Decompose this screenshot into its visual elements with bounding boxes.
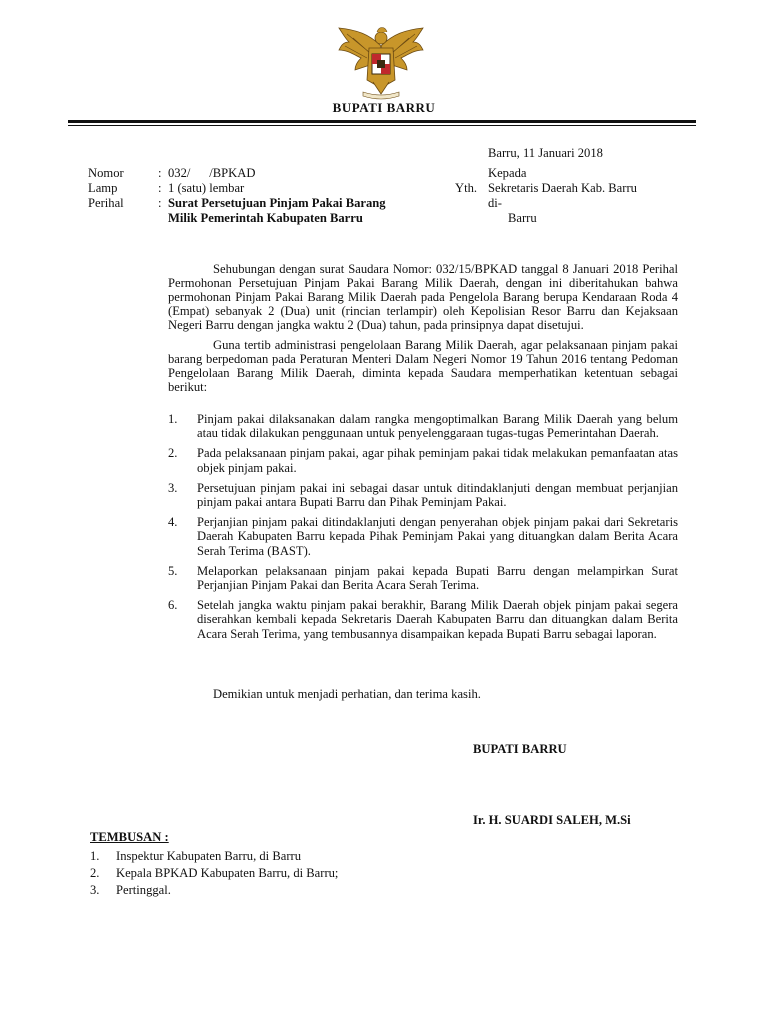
signature-name: Ir. H. SUARDI SALEH, M.Si bbox=[473, 813, 631, 827]
list-item-number: 6. bbox=[168, 598, 178, 613]
list-item-number: 4. bbox=[168, 515, 178, 530]
letter-body bbox=[168, 262, 678, 400]
list-item bbox=[168, 481, 678, 509]
tembusan-number: 1. bbox=[90, 849, 100, 863]
list-item-number: 1. bbox=[168, 412, 178, 426]
list-item-text: Melaporkan pelaksanaan pinjam pakai kepada Bupati Barru dengan melampirkan Surat Perjanjian Pinjam Pakai dan Berita Acara Serah Terima. bbox=[197, 563, 678, 593]
tembusan-list bbox=[90, 848, 338, 899]
meta-label: Perihal bbox=[88, 196, 124, 210]
list-item bbox=[168, 564, 678, 592]
garuda-emblem-icon bbox=[333, 24, 429, 100]
body-paragraph: Guna tertib administrasi pengelolaan Barang Milik Daerah, agar pelaksanaan pinjam pakai barang berpedoman pada Peraturan Menteri Dalam Negeri Nomor 19 Tahun 2016 tentang Pedoman Pengelolaan Barang Milik Daerah, diminta kepada Saudara memperhatikan ketentuan sebagai berikut: bbox=[168, 338, 678, 394]
recipient-name: Sekretaris Daerah Kab. Barru bbox=[488, 181, 637, 195]
list-item bbox=[168, 598, 678, 641]
recipient-spacer bbox=[455, 166, 488, 181]
list-item-text: Pada pelaksanaan pinjam pakai, agar pihak peminjam pakai tidak melakukan pemanfaatan atas objek pinjam pakai. bbox=[197, 446, 678, 475]
closing-sentence: Demikian untuk menjadi perhatian, dan terima kasih. bbox=[213, 687, 481, 701]
recipient-place: Barru bbox=[508, 211, 537, 225]
recipient-spacer bbox=[455, 211, 488, 226]
provisions-list bbox=[168, 412, 678, 647]
tembusan-text: Pertinggal. bbox=[116, 883, 171, 897]
recipient-row bbox=[455, 196, 637, 211]
meta-row-lamp bbox=[88, 181, 418, 196]
letter-meta bbox=[88, 166, 418, 226]
recipient-di: di- bbox=[488, 196, 502, 210]
meta-label: Lamp bbox=[88, 181, 118, 195]
list-item-number: 5. bbox=[168, 563, 178, 578]
meta-colon: : bbox=[158, 196, 162, 210]
list-item bbox=[168, 446, 678, 474]
letterhead-title: BUPATI BARRU bbox=[332, 100, 436, 115]
recipient-spacer bbox=[455, 196, 488, 211]
meta-colon: : bbox=[158, 181, 162, 195]
meta-colon: : bbox=[158, 166, 162, 180]
body-paragraph: Sehubungan dengan surat Saudara Nomor: 032/15/BPKAD tanggal 8 Januari 2018 Perihal Permohonan Persetujuan Pinjam Pakai Barang Milik Daerah, dengan ini diberitahukan bahwa permohonan Pinjam Pakai Barang Milik Daerah pada Pengelola Barang berupa Kendaraan Roda 4 (Empat) sebanyak 2 (Dua) unit (rincian terlampir) oleh Kepolisian Resor Barru dan Kejaksaan Negeri Barru dengan jangka waktu 2 (Dua) tahun, pada prinsipnya dapat disetujui. bbox=[168, 262, 678, 332]
tembusan-text: Inspektur Kabupaten Barru, di Barru bbox=[116, 849, 302, 863]
tembusan-item bbox=[90, 882, 338, 899]
meta-row-nomor bbox=[88, 166, 418, 181]
tembusan-item bbox=[90, 865, 338, 882]
letterhead-rule-thick bbox=[68, 120, 696, 123]
list-item-text: Persetujuan pinjam pakai ini sebagai dasar untuk ditindaklanjuti dengan membuat perjanjian pinjam pakai antara Bupati Barru dan Pihak Peminjam Pakai. bbox=[197, 480, 678, 510]
recipient-row bbox=[455, 166, 637, 181]
recipient-block bbox=[455, 166, 637, 226]
meta-value: 032/ /BPKAD bbox=[168, 166, 256, 180]
tembusan-heading: TEMBUSAN : bbox=[90, 830, 169, 844]
signature-title: BUPATI BARRU bbox=[473, 742, 567, 756]
tembusan-text: Kepala BPKAD Kabupaten Barru, di Barru; bbox=[116, 866, 339, 880]
list-item bbox=[168, 412, 678, 440]
recipient-row bbox=[455, 211, 637, 226]
meta-row-perihal bbox=[88, 196, 418, 226]
list-item-number: 2. bbox=[168, 446, 178, 461]
meta-value-subject: Surat Persetujuan Pinjam Pakai Barang Milik Pemerintah Kabupaten Barru bbox=[168, 196, 386, 225]
tembusan-number: 2. bbox=[90, 866, 100, 880]
recipient-kepada: Kepada bbox=[488, 166, 527, 180]
recipient-row bbox=[455, 181, 637, 196]
letterhead-rule-thin bbox=[68, 125, 696, 126]
meta-label: Nomor bbox=[88, 166, 124, 180]
letter-date: Barru, 11 Januari 2018 bbox=[488, 146, 603, 160]
list-item-text: Pinjam pakai dilaksanakan dalam rangka mengoptimalkan Barang Milik Daerah yang belum atau tidak dilakukan penggunaan untuk penyelenggaraan tugas-tugas Pemerintahan Daerah. bbox=[197, 412, 678, 441]
list-item-text: Perjanjian pinjam pakai ditindaklanjuti dengan penyerahan objek pinjam pakai dari Sekretaris Daerah Kabupaten Barru kepada Pihak Peminjam Pakai yang dituangkan dalam Berita Acara Serah Terima (BAST). bbox=[197, 515, 678, 558]
tembusan-number: 3. bbox=[90, 883, 100, 897]
recipient-yth: Yth. bbox=[455, 181, 478, 195]
tembusan-item bbox=[90, 848, 338, 865]
list-item-text: Setelah jangka waktu pinjam pakai berakhir, Barang Milik Daerah objek pinjam pakai segera diserahkan kembali kepada Sekretaris Daerah Kabupaten Barru dan dituangkan dalam Berita Acara Serah Terima, yang tembusannya disampaikan kepada Bupati Barru sebagai laporan. bbox=[197, 598, 678, 641]
meta-value: 1 (satu) lembar bbox=[168, 181, 245, 195]
list-item-number: 3. bbox=[168, 480, 178, 495]
list-item bbox=[168, 515, 678, 558]
